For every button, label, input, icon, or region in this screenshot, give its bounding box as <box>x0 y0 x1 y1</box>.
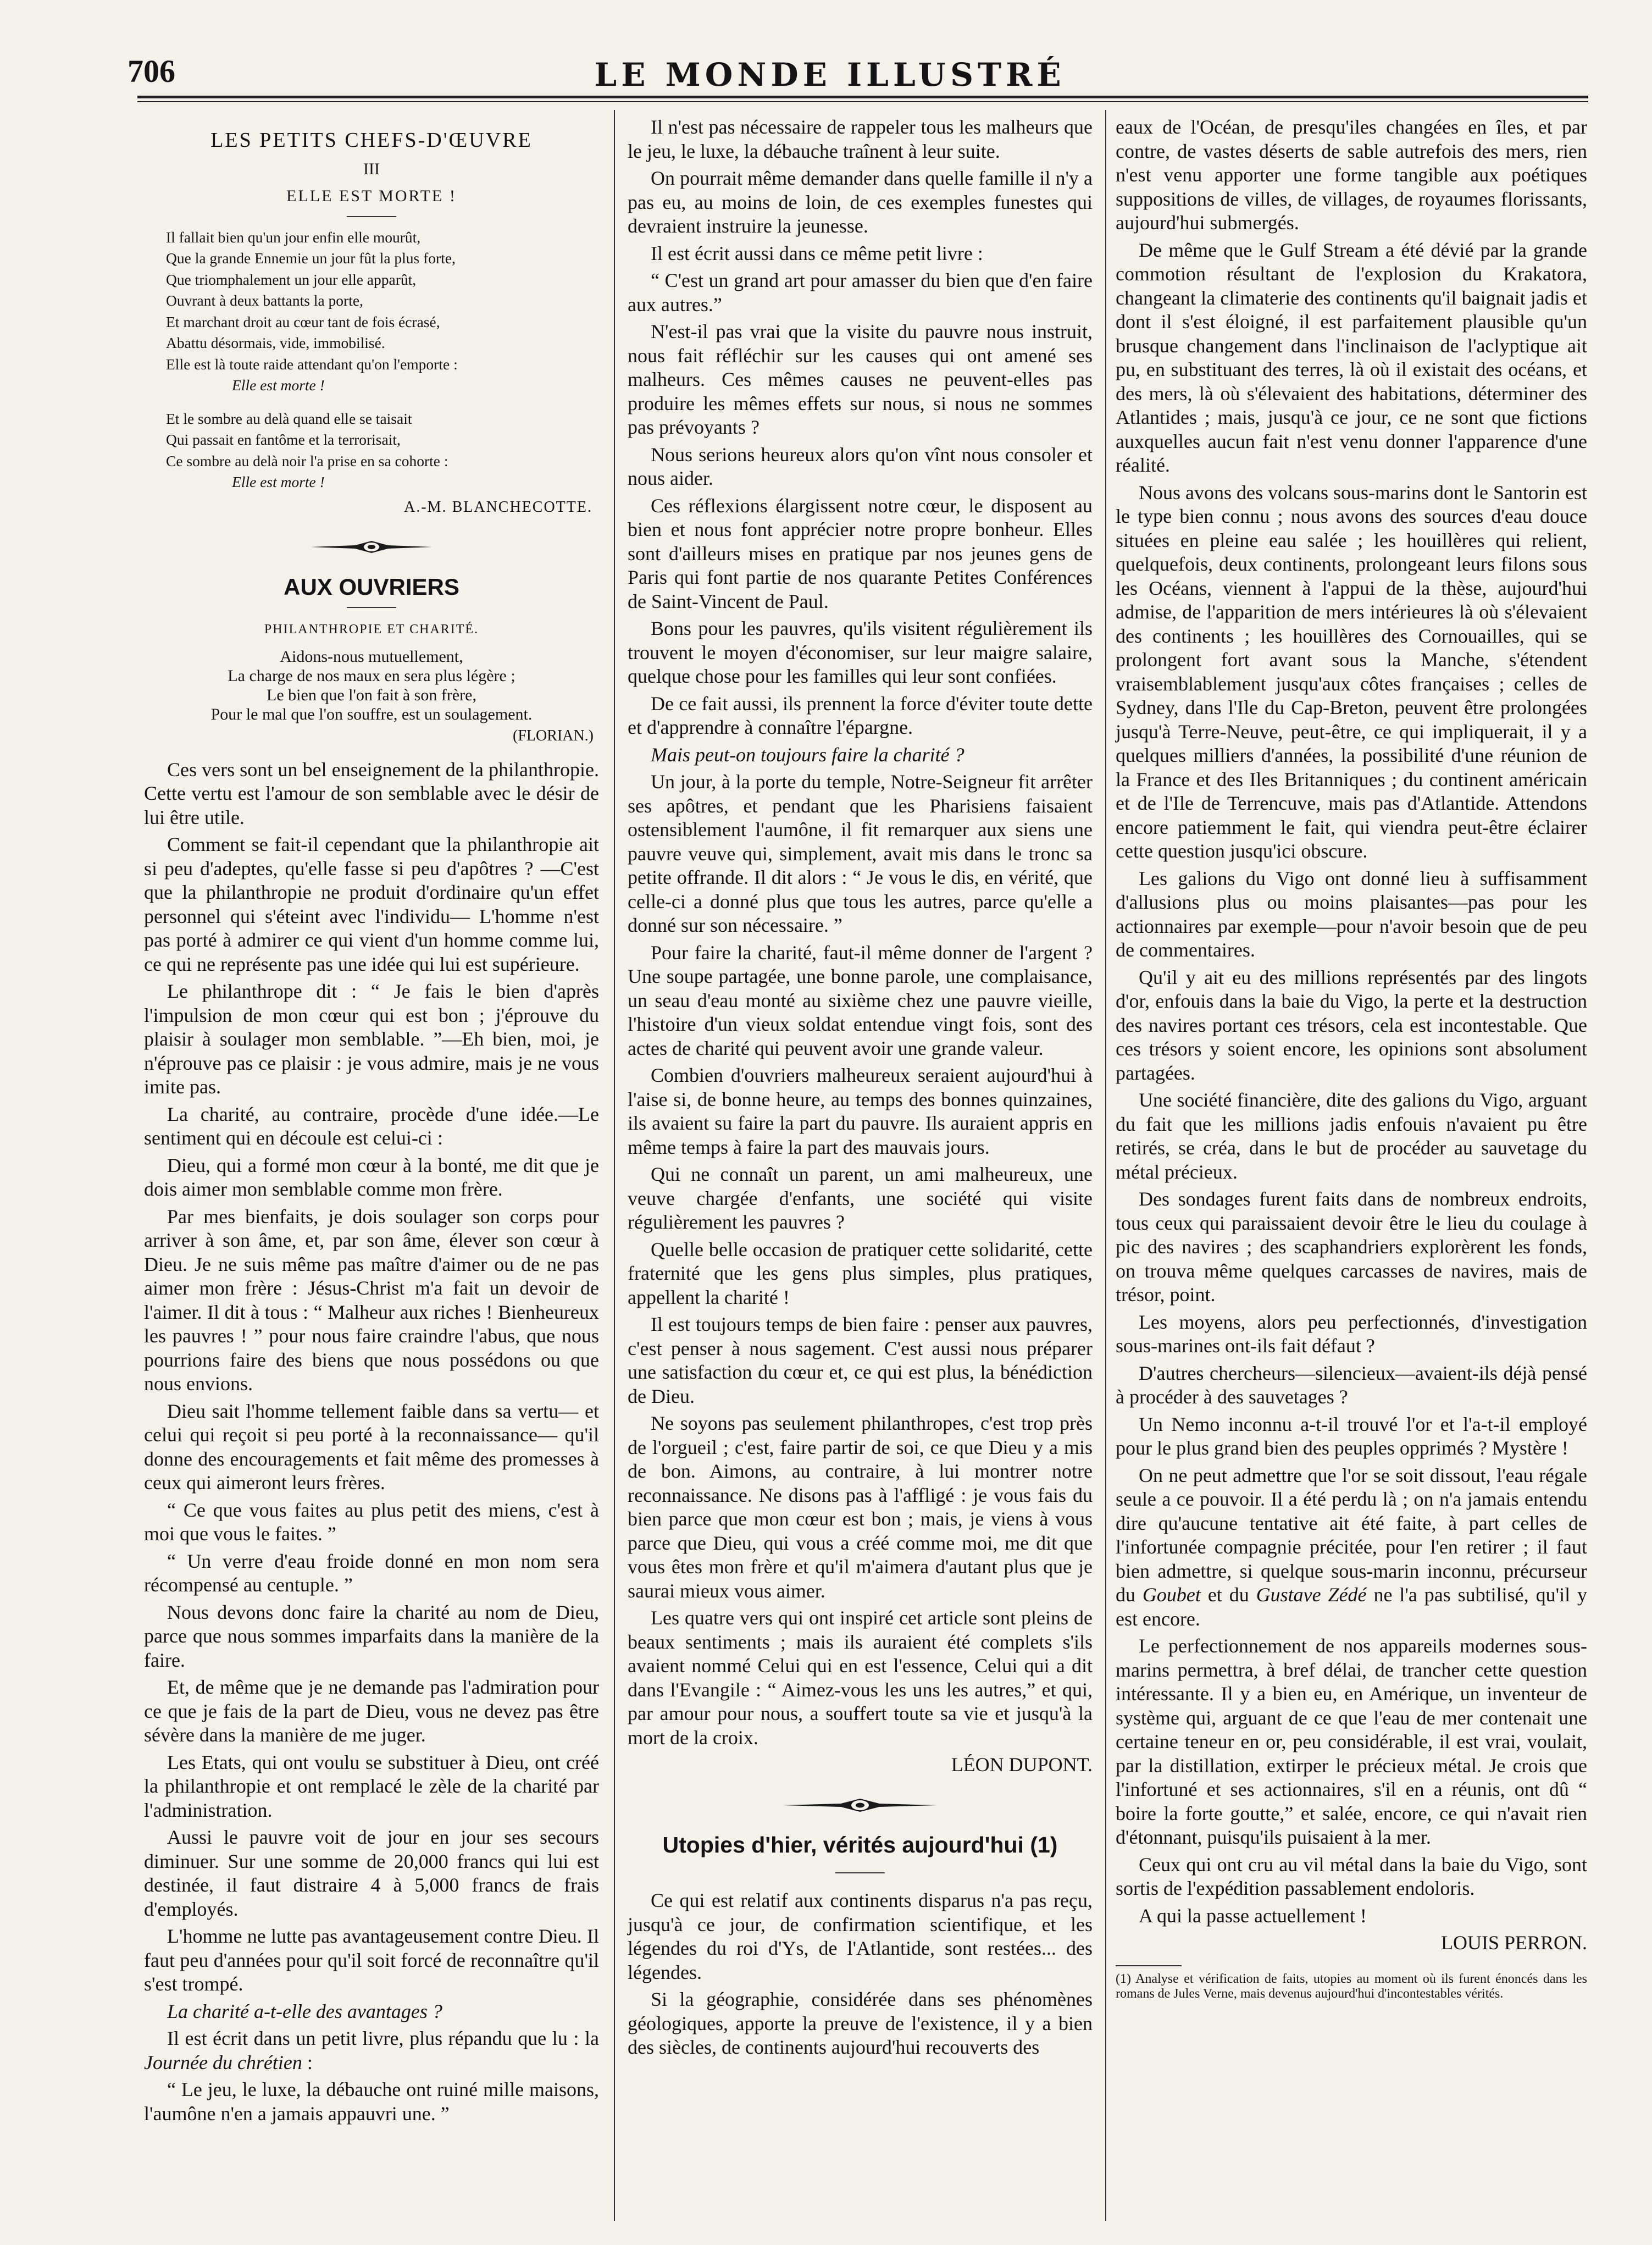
article-title: AUX OUVRIERS <box>284 574 459 600</box>
page-number: 706 <box>127 53 175 89</box>
paragraph: Par mes bienfaits, je dois soulager son corps pour arriver à son âme, et, par son âme, élever son cœur à Dieu. Je ne suis même pas maître d'aimer ou de ne pas aimer mon frère : Jésus-Christ m'a fait un devoir de l'aimer. Il dit à tous : “ Malheur aux riches ! Bienheureux les pauvres ! ” pour nous faire craindre l'abus, que nous pourrions faire des biens que nous possédons ou que nous envions. <box>144 1205 599 1395</box>
text: et du <box>1200 1584 1256 1606</box>
poem-line: Ouvrant à deux battants la porte, <box>166 292 363 309</box>
text: Il est écrit dans un petit livre, plus répandu que lu : la <box>167 2027 599 2049</box>
paragraph: A qui la passe actuellement ! <box>1139 1904 1367 1927</box>
paragraph: Des sondages furent faits dans de nombreux endroits, tous ceux qui paraissaient devoir être le lieu du coulage à pic des navires ; des scaphandriers explorèrent les fonds, on trouva même quelques carcasses de navires, mais de trésor, point. <box>1116 1188 1587 1306</box>
paragraph: “ Ce que vous faites au plus petit des miens, c'est à moi que vous le faites. ” <box>144 1498 599 1545</box>
article-title <box>628 1833 1093 1857</box>
paragraph: Si la géographie, considérée dans ses phénomènes géologiques, apporte la preuve de l'existence, il y a bien des siècles, de continents aujourd'hui recouverts des <box>628 1988 1093 2058</box>
footnote: (1) Analyse et vérification de faits, utopies au moment où ils furent énoncés dans les romans de Jules Verne, mais devenus aujourd'hui d'incontestables vérités. <box>1116 1971 1587 2001</box>
text: On ne peut admettre que l'or se soit dissout, l'eau régale seule a ce pouvoir. Il a été perdu là ; on n'a jamais entendu dire qu'aucune tentative ait été faite, à part celles de l'infortunée compagnie précitée, pour l'en retirer ; il faut bien admettre, si quelque sous-marin inconnu, précurseur du <box>1116 1464 1587 1606</box>
paragraph: Le philanthrope dit : “ Je fais le bien d'après l'impulsion de mon cœur qui est bon ; j'éprouve du plaisir à soulager mon semblable. ”—Eh bien, moi, je n'éprouve pas ce plaisir : je vous admire, mais je ne vous imite pas. <box>144 980 599 1098</box>
question-heading: La charité a-t-elle des avantages ? <box>167 2000 442 2022</box>
paragraph: Dieu sait l'homme tellement faible dans sa vertu— et celui qui reçoit si peu porté à la reconnaissance— qu'il donne des encouragements et fait même des promesses à ceux qui aimeront leurs frères. <box>144 1400 599 1494</box>
epigraph-line: Aidons-nous mutuellement, <box>280 648 463 666</box>
poem-title-rule <box>347 216 396 217</box>
poem-author: A.-M. BLANCHECOTTE. <box>404 498 592 516</box>
paragraph: Les Etats, qui ont voulu se substituer à Dieu, ont créé la philanthropie et ont remplacé le zèle de la charité par l'administration. <box>144 1751 599 1821</box>
submarine-name: Gustave Zédé <box>1256 1584 1367 1606</box>
title-rule <box>347 607 396 608</box>
poem-line: Qui passait en fantôme et la terrorisait, <box>166 431 401 448</box>
poem-line: Et marchant droit au cœur tant de fois écrasé, <box>166 313 440 330</box>
paragraph: Ne soyons pas seulement philanthropes, c'est trop près de l'orgueil ; c'est, faire partir de soi, ce que Dieu y a mis de bon. Aimons, au contraire, à lui montrer notre reconnaissance. Ne disons pas à l'affligé : je vous fais du bien parce que mon cœur est bon ; mais, je viens à vous parce que Dieu, qui vous a créé comme moi, me dit que vous êtes mon frère et qu'il m'aimera d'autant plus que je saurai mieux vous aimer. <box>628 1412 1093 1602</box>
poem-refrain: Elle est morte ! <box>232 473 325 490</box>
paragraph: Un jour, à la porte du temple, Notre-Seigneur fit arrêter ses apôtres, et pendant que les Pharisiens faisaient ostensiblement l'aumône, il fit remarquer aux siens une pauvre veuve qui, simplement, avait mis dans le tronc sa petite offrande. Il dit alors : “ Je vous le dis, en vérité, que celle-ci a donné plus que tous les autres, parce qu'elle a donné sur son nécessaire. ” <box>628 771 1093 936</box>
poem-title: ELLE EST MORTE ! <box>286 187 457 205</box>
paragraph: Il est écrit aussi dans ce même petit livre : <box>651 242 983 264</box>
epigraph-line: Pour le mal que l'on souffre, est un soulagement. <box>210 705 533 723</box>
paragraph: Les quatre vers qui ont inspiré cet article sont pleins de beaux sentiments ; mais ils auraient été complets s'ils avaient nommé Celui qui en est l'essence, Celui qui a dit dans l'Evangile : “ Aimez-vous les uns les autres,” et qui, par amour pour nous, a souffert toute sa vie et jusqu'à la mort de la croix. <box>628 1607 1093 1749</box>
article-subtitle: PHILANTHROPIE ET CHARITÉ. <box>264 622 479 637</box>
paragraph: Ces vers sont un bel enseignement de la philanthropie. Cette vertu est l'amour de son semblable avec le désir de lui être utile. <box>144 758 599 828</box>
epigraph-line: La charge de nos maux en sera plus légère ; <box>228 667 515 685</box>
text: ne l'a pas subtilisé, qu'il y est encore. <box>1116 1584 1587 1630</box>
paragraph: Pour faire la charité, faut-il même donner de l'argent ? Une soupe partagée, une bonne parole, une complaisance, un seau d'eau monté au sixième chez une pauvre vieille, l'histoire d'un vieux soldat entendue vingt fois, sont des actes de charité qui peuvent avoir une grande valeur. <box>628 941 1093 1059</box>
paragraph: L'homme ne lutte pas avantageusement contre Dieu. Il faut peu d'années pour qu'il soit forcé de reconnaître qu'il s'est trompé. <box>144 1925 599 1995</box>
poem-line: Ce sombre au delà noir l'a prise en sa cohorte : <box>166 452 448 469</box>
footnote-rule <box>1116 1965 1182 1966</box>
epigraph-author: (FLORIAN.) <box>513 727 594 744</box>
poem-line: Elle est là toute raide attendant qu'on l'emporte : <box>166 355 458 373</box>
paragraph: Quelle belle occasion de pratiquer cette solidarité, cette fraternité que les gens plus simples, plus pratiques, appellent la charité ! <box>628 1238 1093 1308</box>
paragraph: Nous serions heureux alors qu'on vînt nous consoler et nous aider. <box>628 443 1093 489</box>
poem-line: Que triomphalement un jour elle apparût, <box>166 270 417 288</box>
paragraph: Dieu, qui a formé mon cœur à la bonté, me dit que je dois aimer mon semblable comme mon frère. <box>144 1154 599 1200</box>
paragraph: De même que le Gulf Stream a été dévié par la grande commotion résultant de l'explosion du Krakatora, changeant la climaterie des continents qu'il baignait jadis et dont il s'est éloigné, il est parfaitement plausible qu'un brusque changement dans l'inclinaison de l'aclyptique ait pu, en substituant des terres, là où il existait des océans, et des mers, là où s'élevaient des habitations, déterminer des Atlantides ; mais, jusqu'à ce jour, ce ne sont que fictions auxquelles aucun fait n'est venu donner l'apparence d'une réalité. <box>1116 239 1587 476</box>
paragraph: Il est toujours temps de bien faire : penser aux pauvres, c'est penser à nous sagement. C'est aussi nous préparer une satisfaction du cœur et, ce qui est plus, la bénédiction de Dieu. <box>628 1313 1093 1407</box>
paragraph: On pourrait même demander dans quelle famille il n'y a pas eu, au moins de loin, de ces exemples funestes qui devraient instruire la jeunesse. <box>628 167 1093 237</box>
epigraph-line: Le bien que l'on fait à son frère, <box>267 686 476 704</box>
column-1 <box>144 115 599 2129</box>
paragraph: D'autres chercheurs—silencieux—avaient-ils déjà pensé à procéder à des sauvetages ? <box>1116 1362 1587 1408</box>
poem-line: Et le sombre au delà quand elle se taisait <box>166 410 412 427</box>
poem-line: Abattu désormais, vide, immobilisé. <box>166 334 385 351</box>
ornament-divider <box>306 539 437 555</box>
poem-number: III <box>363 159 380 178</box>
paragraph: Nous avons des volcans sous-marins dont le Santorin est le type bien connu ; nous avons des sources d'eau douce situées en pleine eau salée ; les houillères qui relient, quelquefois, deux continents, prolongeant leurs filons sous les Océans, viennent à l'appui de la thèse, aujourd'hui admise, de l'apparition de mers intérieures là où s'élevaient des continents ; les houillères des Cornouailles, qui se prolongent fort avant sous la Manche, s'étendent vraisemblablement jusqu'aux côtes françaises ; celles de Sydney, dans l'Ile du Cap-Breton, peuvent être prolongées jusqu'à Terre-Neuve, peut-être, ce qui impliquerait, il y a quelques milliers d'années, la possibilité d'une réunion de la France et des Iles Britanniques ; du continent américain et de l'Ile de Terrencuve, mais pas d'Atlantide. Attendons encore patiemment le fait, qui viendra peut-être éclairer cette question jusqu'ici obscure. <box>1116 481 1587 862</box>
epigraph <box>144 647 599 724</box>
paragraph: Le perfectionnement de nos appareils modernes sous-marins permettra, à bref délai, de trancher cette question intéressante. Il y a bien eu, en Amérique, un inventeur de système qui, arguant de ce que l'eau de mer contenait une certaine teneur en or, peu considérable, il est vrai, voulait, par la distillation, extirper le précieux métal. Je crois que l'infortuné et ses actionnaires, s'il en a réunis, ont dû “ boire la forte goutte,” et salée, encore, ce qui n'avait rien d'étonnant, puisqu'ils puisaient à la mer. <box>1116 1635 1587 1848</box>
column-2 <box>628 115 1093 2063</box>
paragraph: Les galions du Vigo ont donné lieu à suffisamment d'allusions plus ou moins plaisantes—pas pour les actionnaires par exemple—pour n'avoir besoin que de peu de commentaires. <box>1116 867 1587 961</box>
poem-series-title: LES PETITS CHEFS-D'ŒUVRE <box>210 129 533 152</box>
paragraph <box>1116 1464 1587 1632</box>
article-author: LOUIS PERRON. <box>1440 1932 1587 1954</box>
ornament-divider <box>778 1797 943 1813</box>
paragraph: Comment se fait-il cependant que la philanthropie ait si peu d'adeptes, qu'elle fasse si peu d'apôtres ? —C'est que la philanthropie ne produit d'ordinaire qu'un effet personnel qui s'éteint avec l'individu— L'homme n'est pas porté à admirer ce qui vient d'un homme comme lui, ce qui ne représente pas une idée qui lui est supérieure. <box>144 833 599 975</box>
paragraph: “ Le jeu, le luxe, la débauche ont ruiné mille maisons, l'aumône n'en a jamais appauvri une. ” <box>144 2078 599 2125</box>
paragraph <box>144 2027 599 2075</box>
paragraph: Et, de même que je ne demande pas l'admiration pour ce que je fais de la part de Dieu, vous ne devez pas être sévère dans la manière de me juger. <box>144 1676 599 1746</box>
paragraph: “ C'est un grand art pour amasser du bien que d'en faire aux autres.” <box>628 269 1093 316</box>
paragraph: Ceux qui ont cru au vil métal dans la baie du Vigo, sont sortis de l'expédition passablement endoloris. <box>1116 1853 1587 1899</box>
paragraph: Qui ne connaît un parent, un ami malheureux, une veuve chargée d'enfants, une société qui visite régulièrement les pauvres ? <box>628 1163 1093 1233</box>
title-rule <box>835 1872 885 1873</box>
poem-line: Il fallait bien qu'un jour enfin elle mourût, <box>166 228 421 246</box>
header-rule-thin <box>137 101 1588 102</box>
header-rule <box>137 96 1588 98</box>
poem-line: Que la grande Ennemie un jour fût la plus forte, <box>166 250 456 267</box>
paragraph: Combien d'ouvriers malheureux seraient aujourd'hui à l'aise si, de bonne heure, au temps des bonnes quinzaines, ils avaient su faire la part du pauvre. Ils auraient appris en même temps à faire la part des mauvais jours. <box>628 1064 1093 1158</box>
paragraph: Aussi le pauvre voit de jour en jour ses secours diminuer. Sur une somme de 20,000 francs qui lui est destinée, il faut distraire 4 à 5,000 francs de frais d'employés. <box>144 1826 599 1920</box>
paragraph: Les moyens, alors peu perfectionnés, d'investigation sous-marines ont-ils fait défaut ? <box>1116 1310 1587 1357</box>
poem-refrain: Elle est morte ! <box>232 377 325 394</box>
masthead: LE MONDE ILLUSTRÉ <box>594 56 1066 93</box>
submarine-name: Goubet <box>1142 1584 1201 1606</box>
paragraph: “ Un verre d'eau froide donné en mon nom sera récompensé au centuple. ” <box>144 1550 599 1596</box>
paragraph: Nous devons donc faire la charité au nom de Dieu, parce que nous sommes imparfaits dans la manière de la faire. <box>144 1601 599 1671</box>
poem <box>144 227 599 493</box>
paragraph: Qu'il y ait eu des millions représentés par des lingots d'or, enfouis dans la baie du Vigo, la perte et la destruction des navires portant ces trésors, cela est incontestable. Que ces trésors y soient encore, les opinions sont absolument partagées. <box>1116 966 1587 1084</box>
paragraph: La charité, au contraire, procède d'une idée.—Le sentiment qui en découle est celui-ci : <box>144 1103 599 1149</box>
article-author: LÉON DUPONT. <box>951 1754 1093 1776</box>
paragraph: Bons pour les pauvres, qu'ils visitent régulièrement ils trouvent le moyen d'économiser, sur leur maigre salaire, quelque chose pour les familles qui leur sont confiées. <box>628 617 1093 687</box>
book-title: Journée du chrétien <box>144 2051 302 2073</box>
question-heading: Mais peut-on toujours faire la charité ? <box>651 743 964 766</box>
paragraph: eaux de l'Océan, de presqu'iles changées en îles, et par contre, de vastes déserts de sable autrefois des mers, rien n'est venu apporter une forme tangible aux poétiques suppositions de villes, de villages, de royaumes florissants, aujourd'hui submergés. <box>1116 116 1587 234</box>
paragraph: De ce fait aussi, ils prennent la force d'éviter toute dette et d'apprendre à connaître l'épargne. <box>628 692 1093 738</box>
text: : <box>302 2051 313 2073</box>
paragraph: Ces réflexions élargissent notre cœur, le disposent au bien et nous font apprécier notre propre bonheur. Elles sont d'ailleurs mises en pratique par nos jeunes gens de Paris qui font partie de nos quarante Petites Conférences de Saint-Vincent de Paul. <box>628 494 1093 612</box>
column-3 <box>1116 115 1587 2001</box>
paragraph: Une société financière, dite des galions du Vigo, arguant du fait que les millions jadis enfouis n'avaient pu être retirés, se créa, dans le but de procéder au sauvetage du métal précieux. <box>1116 1089 1587 1183</box>
footnote-marker: (1) <box>1030 1832 1058 1857</box>
paragraph: Ce qui est relatif aux continents disparus n'a pas reçu, jusqu'à ce jour, de confirmation scientifique, et les légendes du roi d'Ys, de l'Atlantide, sont restées... des légendes. <box>628 1889 1093 1983</box>
column-rule-1 <box>614 110 615 2221</box>
paragraph: Il n'est pas nécessaire de rappeler tous les malheurs que le jeu, le luxe, la débauche traînent à leur suite. <box>628 116 1093 162</box>
paragraph: Un Nemo inconnu a-t-il trouvé l'or et l'a-t-il employé pour le plus grand bien des peuples opprimés ? Mystère ! <box>1116 1413 1587 1459</box>
paragraph: N'est-il pas vrai que la visite du pauvre nous instruit, nous fait réfléchir sur les causes qui ont amené ses malheurs. Ces mêmes causes ne peuvent-elles pas produire les mêmes effets sur nous, si nous ne sommes pas prévoyants ? <box>628 320 1093 438</box>
column-rule-2 <box>1105 110 1106 2221</box>
title-text: Utopies d'hier, vérités aujourd'hui <box>662 1832 1024 1857</box>
